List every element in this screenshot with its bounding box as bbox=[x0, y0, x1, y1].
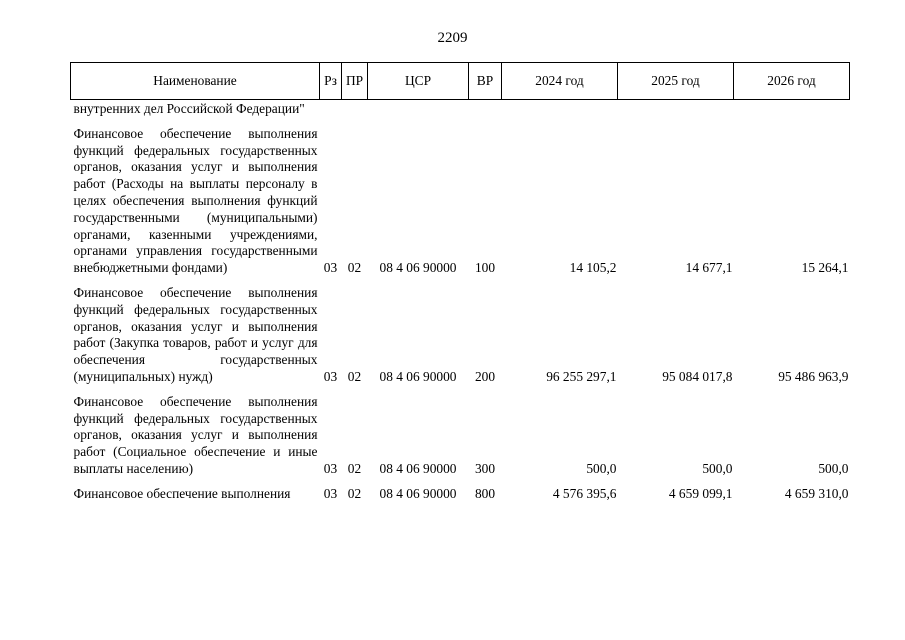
table-row bbox=[71, 100, 850, 126]
row-csr: 08 4 06 90000 bbox=[379, 368, 457, 384]
row-rz: 03 bbox=[323, 260, 338, 276]
row-2024: 4 576 395,6 bbox=[552, 485, 617, 501]
header-2026: 2026 год bbox=[734, 63, 850, 100]
row-name: Финансовое обеспечение выполнения функций федеральных государственных органов, оказания услуг и выполнения работ (Расходы на выплаты персоналу в целях обеспечения выполнения функций государственными (муниципальными) органами, казенными учреждениями, органами управления государственными внебюджетными фондами) bbox=[73, 125, 318, 276]
row-csr bbox=[368, 100, 469, 126]
header-pr: ПР bbox=[342, 63, 368, 100]
row-pr: 02 bbox=[347, 460, 362, 476]
row-name: Финансовое обеспечение выполнения функций федеральных государственных органов, оказания услуг и выполнения работ (Социальное обеспечение и иные выплаты населению) bbox=[73, 393, 318, 476]
row-vr: 100 bbox=[474, 260, 496, 276]
row-name: Финансовое обеспечение выполнения функций федеральных государственных органов, оказания услуг и выполнения работ (Закупка товаров, работ и услуг для обеспечения государственных (муниципальных) нужд) bbox=[73, 284, 318, 384]
row-csr: 08 4 06 90000 bbox=[379, 260, 457, 276]
table-body bbox=[71, 100, 850, 503]
row-2025: 500,0 bbox=[702, 460, 733, 476]
row-2026: 15 264,1 bbox=[801, 260, 849, 276]
table-header bbox=[71, 63, 850, 100]
row-2026: 95 486 963,9 bbox=[778, 368, 849, 384]
row-2025: 95 084 017,8 bbox=[662, 368, 733, 384]
row-2024: 14 105,2 bbox=[569, 260, 617, 276]
row-2024 bbox=[502, 100, 618, 126]
header-name: Наименование bbox=[71, 63, 320, 100]
row-2025: 14 677,1 bbox=[685, 260, 733, 276]
row-2025 bbox=[618, 100, 734, 126]
header-csr: ЦСР bbox=[368, 63, 469, 100]
row-rz: 03 bbox=[323, 485, 338, 501]
row-vr bbox=[469, 100, 502, 126]
row-2025: 4 659 099,1 bbox=[668, 485, 733, 501]
row-vr: 800 bbox=[474, 485, 496, 501]
header-rz: Рз bbox=[320, 63, 342, 100]
row-rz: 03 bbox=[323, 368, 338, 384]
row-pr: 02 bbox=[347, 485, 362, 501]
row-name: Финансовое обеспечение выполнения bbox=[73, 485, 291, 501]
row-2024: 500,0 bbox=[586, 460, 617, 476]
table-row bbox=[71, 486, 850, 503]
row-name: внутренних дел Российской Федерации" bbox=[73, 101, 305, 116]
row-2024: 96 255 297,1 bbox=[546, 368, 617, 384]
row-2026: 500,0 bbox=[818, 460, 849, 476]
table-row bbox=[71, 394, 850, 486]
row-pr: 02 bbox=[347, 260, 362, 276]
table-row bbox=[71, 126, 850, 285]
row-2026: 4 659 310,0 bbox=[784, 485, 849, 501]
header-vr: ВР bbox=[469, 63, 502, 100]
page-number: 2209 bbox=[437, 30, 468, 46]
row-pr: 02 bbox=[347, 368, 362, 384]
budget-table bbox=[70, 62, 850, 503]
header-2025: 2025 год bbox=[618, 63, 734, 100]
row-csr: 08 4 06 90000 bbox=[379, 460, 457, 476]
row-vr: 300 bbox=[474, 460, 496, 476]
table-row bbox=[71, 285, 850, 394]
row-vr: 200 bbox=[474, 368, 496, 384]
row-rz bbox=[320, 100, 342, 126]
row-pr bbox=[342, 100, 368, 126]
row-2026 bbox=[734, 100, 850, 126]
row-rz: 03 bbox=[323, 460, 338, 476]
row-csr: 08 4 06 90000 bbox=[379, 485, 457, 501]
header-2024: 2024 год bbox=[502, 63, 618, 100]
